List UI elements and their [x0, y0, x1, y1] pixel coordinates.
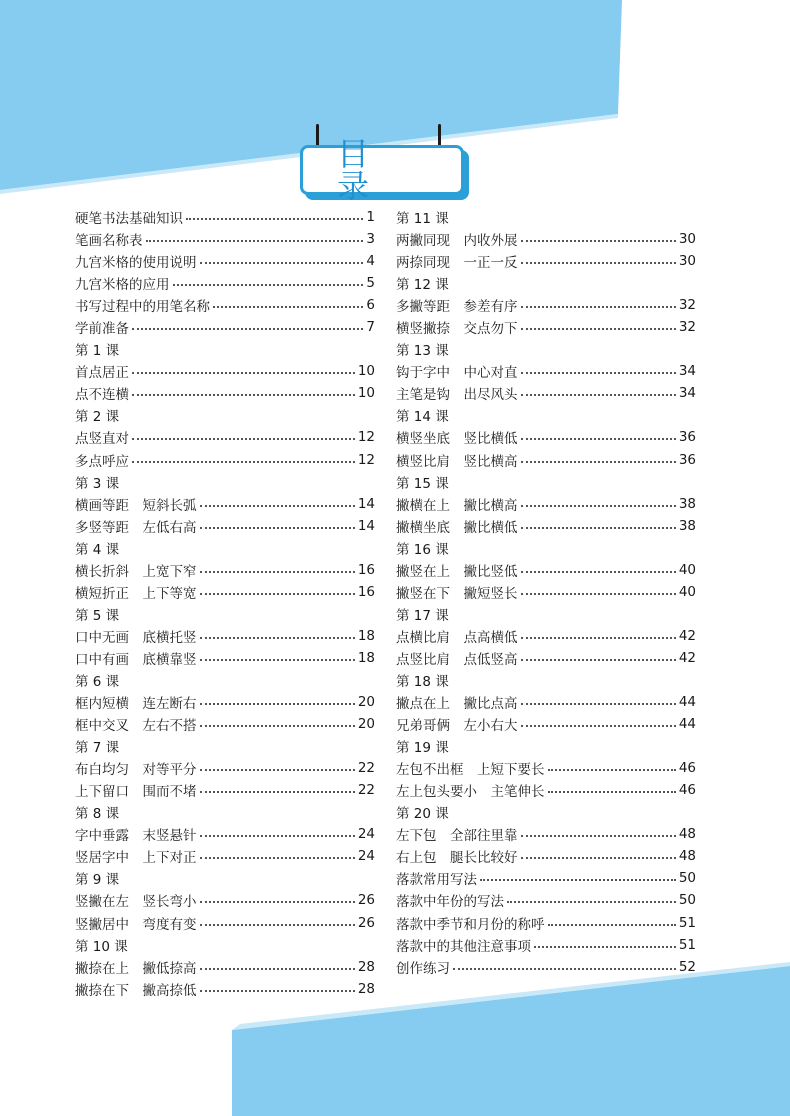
page-number: 4 [366, 253, 375, 270]
lesson-heading [396, 404, 696, 426]
toc-entry [396, 956, 696, 978]
dot-leader [200, 571, 355, 573]
toc-entry-title: 九宫米格的应用 [75, 277, 170, 294]
lesson-label: 第 8 课 [75, 806, 120, 823]
toc-entry [75, 757, 375, 779]
toc-entry-title: 钩于字中 中心对直 [396, 365, 518, 382]
lesson-label: 第 18 课 [396, 674, 449, 690]
toc-entry-title: 书写过程中的用笔名称 [75, 299, 210, 316]
toc-entry [75, 978, 375, 1000]
page-number: 22 [357, 782, 375, 799]
page-number: 51 [678, 936, 696, 953]
toc-entry-title: 字中垂露 末竖悬针 [75, 828, 197, 845]
lesson-label: 第 13 课 [396, 343, 449, 360]
page-number: 6 [366, 297, 375, 314]
page-number: 28 [357, 980, 375, 997]
page-number: 46 [678, 782, 696, 799]
lesson-heading [75, 338, 375, 360]
toc-entry [75, 845, 375, 867]
toc-entry-title: 多竖等距 左低右高 [75, 519, 197, 536]
toc-entry [75, 691, 375, 713]
page-number: 12 [357, 451, 375, 468]
toc-entry-title: 上下留口 围而不堵 [75, 784, 197, 801]
page-number: 7 [366, 319, 375, 336]
toc-entry [75, 779, 375, 801]
toc-entry-title: 硬笔书法基础知识 [75, 211, 183, 228]
dot-leader [200, 924, 355, 926]
dot-leader [521, 306, 676, 308]
toc-entry-title: 竖撇居中 弯度有变 [75, 916, 197, 933]
toc-entry [396, 713, 696, 735]
page-number: 51 [678, 914, 696, 931]
page-number: 44 [678, 716, 696, 733]
toc-entry [396, 867, 696, 889]
page-number: 14 [357, 517, 375, 534]
dot-leader [521, 571, 676, 573]
lesson-label: 第 9 课 [75, 872, 120, 889]
toc-entry-title: 布白均匀 对等平分 [75, 762, 197, 779]
page-number: 5 [366, 275, 375, 292]
dot-leader [521, 593, 676, 595]
toc-entry-title: 主笔是钩 出尽风头 [396, 387, 518, 404]
dot-leader [521, 857, 676, 859]
page-title: 目 录 [337, 135, 404, 205]
lesson-label: 第 1 课 [75, 343, 120, 360]
page-number: 26 [357, 914, 375, 931]
dot-leader [213, 306, 363, 308]
dot-leader [521, 262, 676, 264]
dot-leader [146, 240, 364, 242]
toc-entry [75, 581, 375, 603]
dot-leader [521, 240, 676, 242]
dot-leader [521, 527, 676, 529]
toc-entry-title: 右上包 腿长比较好 [396, 850, 518, 867]
toc-entry [396, 493, 696, 515]
dot-leader [200, 659, 355, 661]
page-number: 1 [366, 209, 375, 226]
toc-entry-title: 点竖直对 [75, 431, 129, 448]
toc-entry-title: 两撇同现 内收外展 [396, 233, 518, 250]
toc-title-box [300, 135, 464, 205]
dot-leader [521, 505, 676, 507]
toc-entry [75, 272, 375, 294]
page-number: 44 [678, 694, 696, 711]
toc-entry [75, 493, 375, 515]
page-number: 18 [357, 649, 375, 666]
toc-entry-title: 首点居正 [75, 365, 129, 382]
toc-entry [396, 581, 696, 603]
page-number: 34 [678, 363, 696, 380]
toc-entry-title: 竖居字中 上下对正 [75, 850, 197, 867]
dot-leader [200, 703, 355, 705]
toc-entry [396, 647, 696, 669]
toc-entry-title: 九宫米格的使用说明 [75, 255, 197, 272]
toc-entry-title: 撇横坐底 撇比横低 [396, 519, 518, 536]
page-number: 32 [678, 319, 696, 336]
toc-entry [396, 845, 696, 867]
toc-entry-title: 点横比肩 点高横低 [396, 629, 518, 646]
toc-entry-title: 横竖比肩 竖比横高 [396, 453, 518, 470]
toc-entry-title: 多点呼应 [75, 453, 129, 470]
lesson-heading [396, 669, 696, 691]
toc-entry [396, 779, 696, 801]
page-number: 36 [678, 451, 696, 468]
toc-entry-title: 横长折斜 上宽下窄 [75, 563, 197, 580]
toc-entry-title: 撇横在上 撇比横高 [396, 497, 518, 514]
toc-entry-title: 横短折正 上下等宽 [75, 585, 197, 602]
toc-entry-title: 撇捺在上 撇低捺高 [75, 960, 197, 977]
page-number: 16 [357, 561, 375, 578]
page-number: 30 [678, 253, 696, 270]
toc-entry [396, 823, 696, 845]
page-number: 48 [678, 848, 696, 865]
page-number: 36 [678, 429, 696, 446]
page-number: 48 [678, 826, 696, 843]
dot-leader [200, 968, 355, 970]
toc-entry-title: 左下包 全部往里靠 [396, 828, 518, 845]
lesson-label: 第 10 课 [75, 938, 128, 955]
toc-entry [396, 250, 696, 272]
toc-entry [75, 426, 375, 448]
lesson-heading [75, 735, 375, 757]
lesson-heading [396, 206, 696, 228]
toc-entry [396, 294, 696, 316]
page-number: 14 [357, 495, 375, 512]
lesson-label: 第 6 课 [75, 674, 120, 690]
toc-entry-title: 撇点在上 撇比点高 [396, 696, 518, 713]
dot-leader [548, 769, 676, 771]
lesson-label: 第 11 课 [396, 211, 449, 228]
lesson-heading [396, 801, 696, 823]
toc-entry [75, 889, 375, 911]
toc-entry [75, 647, 375, 669]
toc-entry [396, 934, 696, 956]
toc-entry [396, 449, 696, 471]
dot-leader [200, 901, 355, 903]
page-number: 12 [357, 429, 375, 446]
page-number: 50 [678, 892, 696, 909]
lesson-label: 第 2 课 [75, 409, 120, 426]
dot-leader [173, 284, 364, 286]
lesson-label: 第 20 课 [396, 806, 449, 823]
toc-entry [75, 360, 375, 382]
lesson-heading [75, 404, 375, 426]
lesson-heading [75, 801, 375, 823]
lesson-label: 第 17 课 [396, 607, 449, 624]
dot-leader [200, 527, 355, 529]
dot-leader [132, 372, 355, 374]
dot-leader [200, 791, 355, 793]
toc-entry [75, 206, 375, 228]
toc-entry [396, 912, 696, 934]
dot-leader [200, 769, 355, 771]
toc-entry [75, 316, 375, 338]
toc-entry-title: 点不连横 [75, 387, 129, 404]
dot-leader [132, 328, 363, 330]
dot-leader [521, 372, 676, 374]
toc-entry [396, 889, 696, 911]
lesson-heading [75, 471, 375, 493]
toc-entry-title: 横竖撇捺 交点勿下 [396, 321, 518, 338]
toc-entry [75, 382, 375, 404]
toc-entry [75, 956, 375, 978]
toc-entry-title: 左上包头要小 主笔伸长 [396, 784, 545, 801]
toc-entry-title: 落款中年份的写法 [396, 894, 504, 911]
toc-entry [75, 559, 375, 581]
page-number: 28 [357, 958, 375, 975]
dot-leader [200, 835, 355, 837]
toc-entry-title: 撇竖在上 撇比竖低 [396, 563, 518, 580]
toc-entry [75, 294, 375, 316]
toc-entry [396, 625, 696, 647]
page-number: 26 [357, 892, 375, 909]
lesson-heading [75, 867, 375, 889]
toc-left-column [75, 206, 375, 1000]
page-number: 42 [678, 649, 696, 666]
dot-leader [521, 461, 676, 463]
page-number: 22 [357, 760, 375, 777]
page-number: 3 [366, 231, 375, 248]
lesson-heading [396, 272, 696, 294]
toc-entry [396, 691, 696, 713]
toc-entry [75, 713, 375, 735]
toc-entry [75, 449, 375, 471]
toc-entry-title: 左包不出框 上短下要长 [396, 762, 545, 779]
dot-leader [453, 968, 676, 970]
dot-leader [534, 946, 676, 948]
toc-entry [396, 316, 696, 338]
toc-entry-title: 学前准备 [75, 321, 129, 338]
toc-entry-title: 落款中的其他注意事项 [396, 938, 531, 955]
dot-leader [521, 637, 676, 639]
lesson-label: 第 3 课 [75, 475, 120, 492]
page-number: 52 [678, 958, 696, 975]
dot-leader [548, 924, 676, 926]
dot-leader [521, 835, 676, 837]
toc-entry-title: 笔画名称表 [75, 233, 143, 250]
lesson-heading [396, 338, 696, 360]
toc-entry-title: 兄弟哥俩 左小右大 [396, 718, 518, 735]
dot-leader [200, 637, 355, 639]
toc-entry-title: 框内短横 连左断右 [75, 696, 197, 713]
page-number: 34 [678, 385, 696, 402]
dot-leader [186, 218, 363, 220]
lesson-label: 第 14 课 [396, 409, 449, 426]
lesson-label: 第 7 课 [75, 740, 120, 757]
toc-entry [396, 515, 696, 537]
page-number: 46 [678, 760, 696, 777]
lesson-heading [396, 735, 696, 757]
toc-entry [75, 228, 375, 250]
page-number: 30 [678, 231, 696, 248]
toc-entry [396, 360, 696, 382]
toc-entry [75, 912, 375, 934]
page-number: 32 [678, 297, 696, 314]
lesson-heading [396, 471, 696, 493]
toc-entry [75, 250, 375, 272]
dot-leader [521, 394, 676, 396]
toc-entry-title: 撇竖在下 撇短竖长 [396, 585, 518, 602]
lesson-label: 第 12 课 [396, 277, 449, 294]
dot-leader [521, 703, 676, 705]
page-number: 38 [678, 517, 696, 534]
lesson-heading [75, 934, 375, 956]
toc-entry [75, 515, 375, 537]
toc-entry-title: 点竖比肩 点低竖高 [396, 651, 518, 668]
page-number: 50 [678, 870, 696, 887]
page-number: 16 [357, 583, 375, 600]
dot-leader [200, 857, 355, 859]
dot-leader [132, 394, 355, 396]
toc-entry [396, 559, 696, 581]
toc-entry [396, 426, 696, 448]
dot-leader [521, 328, 676, 330]
lesson-heading [396, 603, 696, 625]
page-number: 10 [357, 363, 375, 380]
dot-leader [132, 438, 355, 440]
dot-leader [200, 725, 355, 727]
page-number: 40 [678, 561, 696, 578]
toc-entry-title: 多撇等距 参差有序 [396, 299, 518, 316]
toc-entry-title: 框中交叉 左右不搭 [75, 718, 197, 735]
lesson-heading [396, 537, 696, 559]
toc-entry-title: 竖撇在左 竖长弯小 [75, 894, 197, 911]
page-number: 38 [678, 495, 696, 512]
dot-leader [480, 879, 676, 881]
lesson-label: 第 19 课 [396, 740, 449, 757]
page-number: 20 [357, 716, 375, 733]
page-number: 10 [357, 385, 375, 402]
toc-entry-title: 两捺同现 一正一反 [396, 255, 518, 272]
toc-entry-title: 创作练习 [396, 960, 450, 977]
toc-entry-title: 口中无画 底横托竖 [75, 629, 197, 646]
lesson-heading [75, 537, 375, 559]
toc-entry-title: 落款中季节和月份的称呼 [396, 916, 545, 933]
toc-entry [396, 382, 696, 404]
page-number: 24 [357, 826, 375, 843]
lesson-label: 第 4 课 [75, 541, 120, 558]
page-number: 20 [357, 694, 375, 711]
page-number: 24 [357, 848, 375, 865]
lesson-heading [75, 669, 375, 691]
page-number: 18 [357, 627, 375, 644]
lesson-label: 第 16 课 [396, 541, 449, 558]
dot-leader [521, 659, 676, 661]
toc-entry-title: 横画等距 短斜长弧 [75, 497, 197, 514]
dot-leader [132, 461, 355, 463]
toc-entry-title: 撇捺在下 撇高捺低 [75, 982, 197, 999]
dot-leader [521, 438, 676, 440]
toc-entry [396, 757, 696, 779]
dot-leader [200, 505, 355, 507]
toc-entry [396, 228, 696, 250]
dot-leader [521, 725, 676, 727]
lesson-heading [75, 603, 375, 625]
dot-leader [200, 990, 355, 992]
lesson-label: 第 5 课 [75, 607, 120, 624]
page-number: 40 [678, 583, 696, 600]
toc-entry [75, 625, 375, 647]
dot-leader [200, 262, 364, 264]
toc-entry-title: 落款常用写法 [396, 872, 477, 889]
toc-entry-title: 横竖坐底 竖比横低 [396, 431, 518, 448]
page-number: 42 [678, 627, 696, 644]
toc-entry-title: 口中有画 底横靠竖 [75, 651, 197, 668]
dot-leader [507, 901, 676, 903]
toc-right-column [396, 206, 696, 978]
dot-leader [548, 791, 676, 793]
dot-leader [200, 593, 355, 595]
toc-entry [75, 823, 375, 845]
lesson-label: 第 15 课 [396, 475, 449, 492]
